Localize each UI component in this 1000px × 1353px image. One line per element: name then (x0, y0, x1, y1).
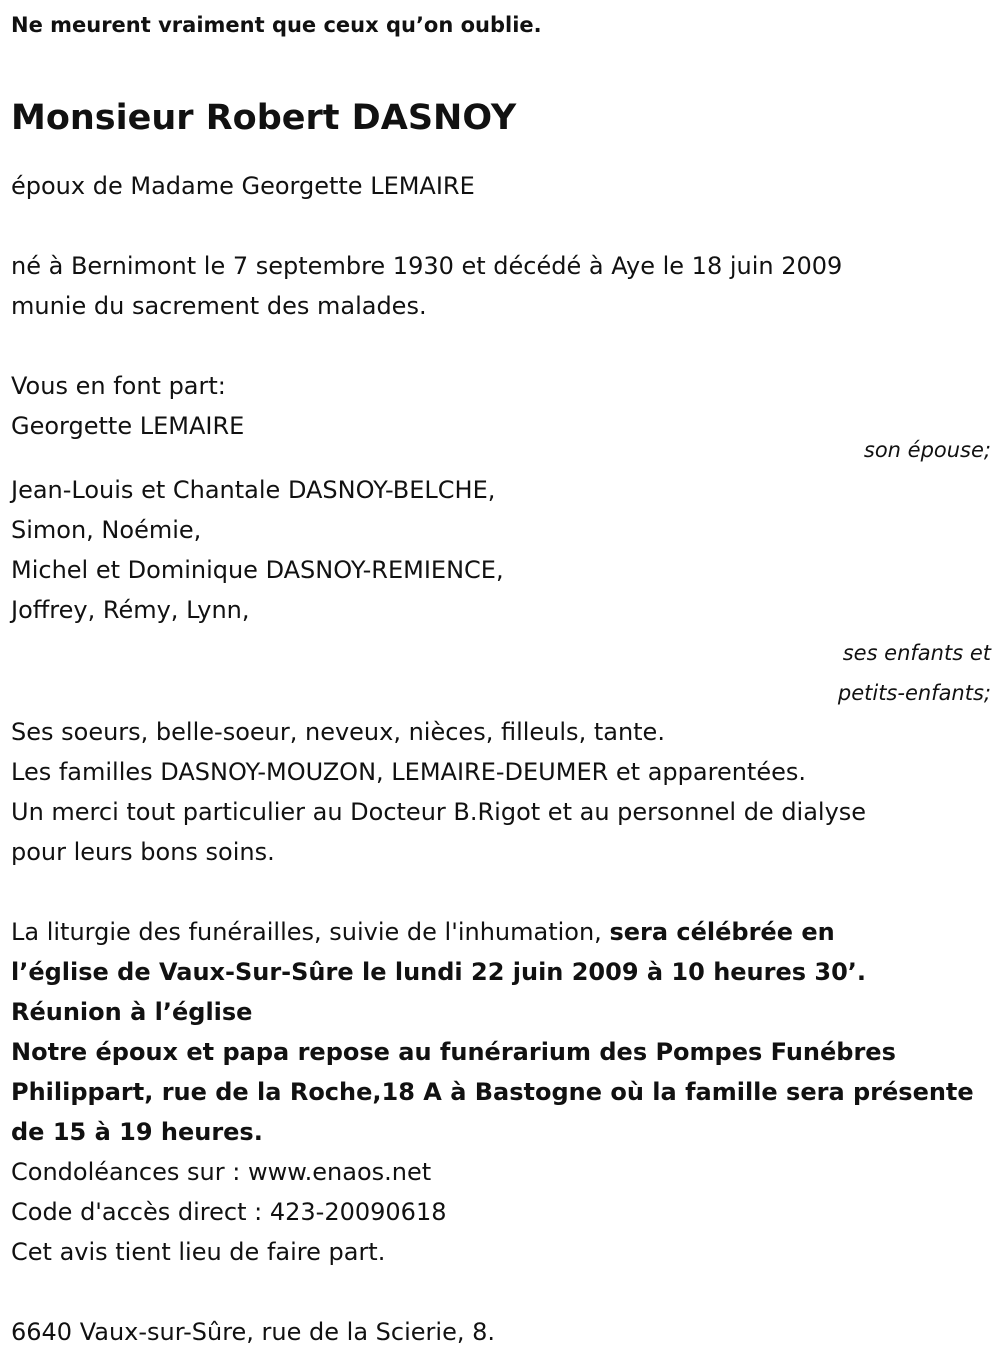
announcer-spouse: Georgette LEMAIRE (11, 412, 245, 440)
child-line: Jean-Louis et Chantale DASNOY-BELCHE, (11, 476, 496, 504)
funeral-line-6: de 15 à 19 heures. (11, 1118, 263, 1146)
funeral-line-4: Notre époux et papa repose au funérarium des Pompes Funébres (11, 1038, 896, 1066)
funeral-line-2: l’église de Vaux-Sur-Sûre le lundi 22 juin 2009 à 10 heures 30’. (11, 958, 867, 986)
others-line: Ses soeurs, belle-soeur, neveux, nièces, filleuls, tante. (11, 718, 665, 746)
spouse-role: son épouse; (863, 438, 991, 462)
address: 6640 Vaux-sur-Sûre, rue de la Scierie, 8. (11, 1318, 495, 1346)
birth-death-line-1: né à Bernimont le 7 septembre 1930 et décédé à Aye le 18 juin 2009 (11, 252, 843, 280)
funeral-line-1-normal: La liturgie des funérailles, suivie de l'inhumation, (11, 918, 610, 946)
condolences-code: Code d'accès direct : 423-20090618 (11, 1198, 447, 1226)
obituary-notice (11, 0, 991, 1352)
epigraph: Ne meurent vraiment que ceux qu’on oublie. (11, 13, 542, 37)
notice-line: Cet avis tient lieu de faire part. (11, 1238, 386, 1266)
child-line: Joffrey, Rémy, Lynn, (11, 596, 250, 624)
others-line: Les familles DASNOY-MOUZON, LEMAIRE-DEUMER et apparentées. (11, 758, 806, 786)
birth-death-line-2: munie du sacrement des malades. (11, 292, 427, 320)
funeral-line-1 (11, 912, 991, 952)
others-line: pour leurs bons soins. (11, 838, 275, 866)
children-role-line-1: ses enfants et (842, 641, 991, 665)
funeral-line-1-bold: sera célébrée en (609, 918, 835, 946)
children-role-line-2: petits-enfants; (837, 681, 991, 705)
condolences-site: Condoléances sur : www.enaos.net (11, 1158, 432, 1186)
spouse-line: époux de Madame Georgette LEMAIRE (11, 172, 475, 200)
funeral-line-5: Philippart, rue de la Roche,18 A à Bastogne où la famille sera présente (11, 1078, 974, 1106)
announcers-intro: Vous en font part: (11, 372, 226, 400)
child-line: Michel et Dominique DASNOY-REMIENCE, (11, 556, 504, 584)
others-line: Un merci tout particulier au Docteur B.Rigot et au personnel de dialyse (11, 798, 867, 826)
deceased-name: Monsieur Robert DASNOY (11, 98, 517, 138)
child-line: Simon, Noémie, (11, 516, 202, 544)
funeral-line-3: Réunion à l’église (11, 998, 253, 1026)
